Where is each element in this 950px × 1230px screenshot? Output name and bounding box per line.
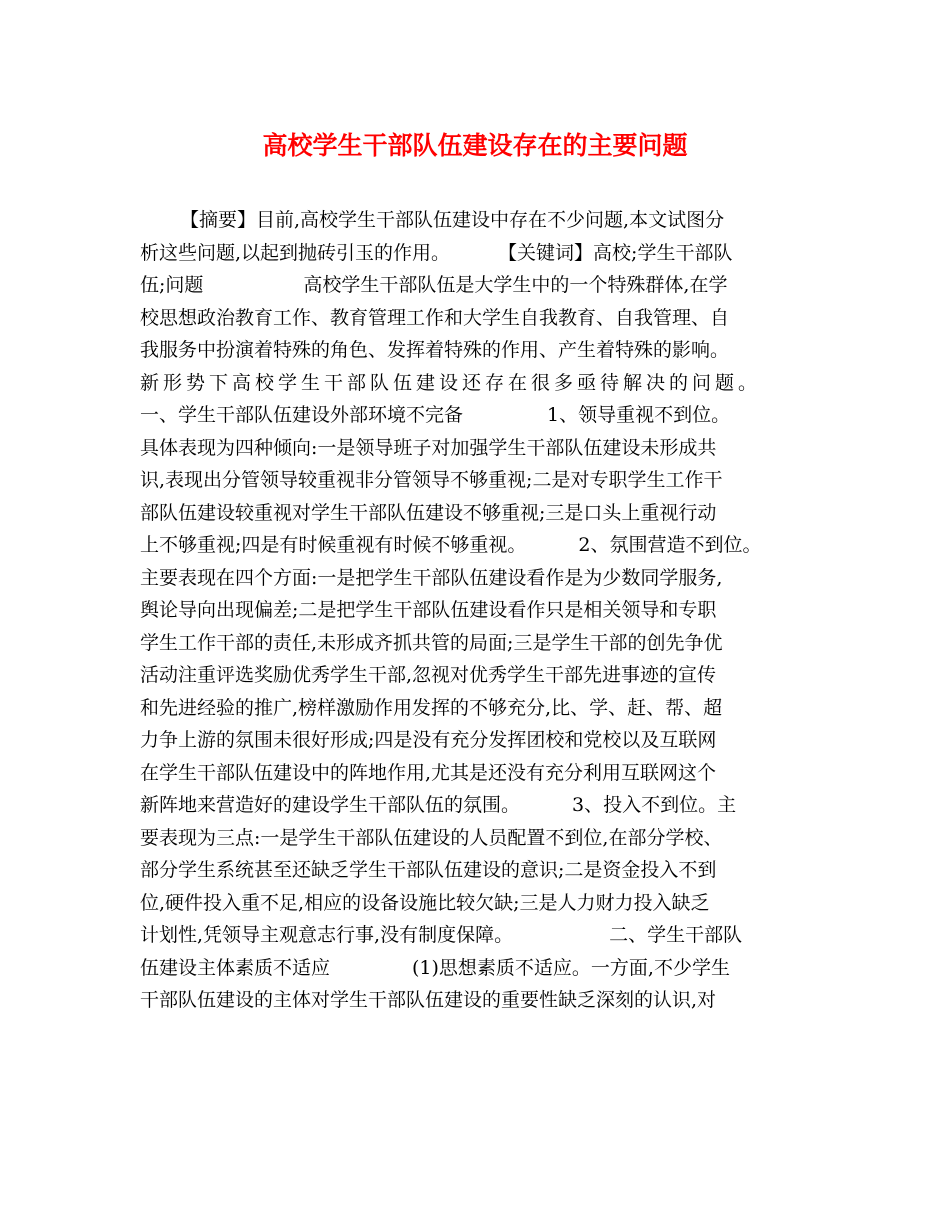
text-line — [140, 367, 812, 400]
text-segment: 校思想政治教育工作、教育管理工作和大学生自我教育、自我管理、自 — [140, 306, 730, 329]
text-segment: (1)思想素质不适应。一方面,不少学生 — [412, 956, 730, 979]
text-segment: 在学生干部队伍建设中的阵地作用,尤其是还没有充分利用互联网这个 — [140, 761, 717, 784]
text-segment: 一、学生干部队伍建设外部环境不完备 — [140, 404, 464, 426]
text-segment: 析这些问题,以起到抛砖引玉的作用。 — [140, 241, 451, 264]
text-segment: 2、氛围营造不到位。 — [578, 534, 762, 556]
text-line — [140, 789, 812, 822]
text-line — [140, 659, 812, 692]
text-segment: 计划性,凭领导主观意志行事,没有制度保障。 — [140, 924, 514, 946]
text-segment: 我服务中扮演着特殊的角色、发挥着特殊的作用、产生着特殊的影响。 — [140, 339, 730, 361]
text-line — [140, 237, 812, 270]
text-line — [140, 854, 812, 887]
text-line — [140, 204, 812, 237]
text-segment: 学生工作干部的责任,未形成齐抓共管的局面;三是学生干部的创先争优 — [140, 631, 723, 654]
text-line — [140, 497, 812, 530]
text-segment: 上不够重视;四是有时候重视有时候不够重视。 — [140, 534, 527, 556]
text-segment: 活动注重评选奖励优秀学生干部,忽视对优秀学生干部先进事迹的宣传 — [140, 664, 717, 686]
text-segment: 部分学生系统甚至还缺乏学生干部队伍建设的意识;二是资金投入不到 — [140, 859, 717, 881]
text-segment: 伍;问题 — [140, 274, 204, 296]
text-line — [140, 562, 812, 595]
text-line — [140, 529, 812, 562]
text-line — [140, 399, 812, 432]
document-title: 高校学生干部队伍建设存在的主要问题 — [262, 131, 688, 160]
text-segment: 1、领导重视不到位。 — [547, 404, 731, 426]
text-line — [140, 724, 812, 757]
text-line — [140, 302, 812, 335]
document-body — [140, 204, 812, 1017]
text-segment: 干部队伍建设的主体对学生干部队伍建设的重要性缺乏深刻的认识,对 — [140, 989, 717, 1011]
text-line — [140, 464, 812, 497]
text-segment: 高校学生干部队伍是大学生中的一个特殊群体,在学 — [303, 274, 728, 296]
text-segment: 伍建设主体素质不适应 — [140, 956, 331, 979]
text-segment: 识,表现出分管领导较重视非分管领导不够重视;二是对专职学生工作干 — [140, 469, 723, 491]
text-segment: 【摘要】目前,高校学生干部队伍建设中存在不少问题,本文试图分 — [180, 209, 725, 231]
text-segment: 主要表现在四个方面:一是把学生干部队伍建设看作是为少数同学服务, — [140, 566, 723, 589]
text-line — [140, 334, 812, 367]
text-line — [140, 692, 812, 725]
text-line — [140, 984, 812, 1017]
text-line — [140, 269, 812, 302]
text-segment: 力争上游的氛围未很好形成;四是没有充分发挥团校和党校以及互联网 — [140, 729, 717, 751]
text-segment: 3、投入不到位。主 — [572, 794, 737, 816]
text-segment: 部队伍建设较重视对学生干部队伍建设不够重视;三是口头上重视行动 — [140, 501, 717, 524]
text-segment: 具体表现为四种倾向:一是领导班子对加强学生干部队伍建设未形成共 — [140, 436, 717, 459]
text-segment: 位,硬件投入重不足,相应的设备设施比较欠缺;三是人力财力投入缺乏 — [140, 891, 710, 914]
text-segment: 二、学生干部队 — [609, 924, 743, 946]
text-line — [140, 952, 812, 985]
text-segment: 新阵地来营造好的建设学生干部队伍的氛围。 — [140, 794, 521, 816]
text-segment: 【关键词】高校;学生干部队 — [498, 241, 733, 264]
text-line — [140, 919, 812, 952]
text-line — [140, 822, 812, 855]
text-line — [140, 627, 812, 660]
text-segment: 要表现为三点:一是学生干部队伍建设的人员配置不到位,在部分学校、 — [140, 826, 723, 849]
text-line — [140, 432, 812, 465]
text-line — [140, 757, 812, 790]
text-line — [140, 887, 812, 920]
text-line — [140, 594, 812, 627]
text-segment: 新形势下高校学生干部队伍建设还存在很多亟待解决的问题。 — [140, 371, 762, 394]
text-segment: 和先进经验的推广,榜样激励作用发挥的不够充分,比、学、赶、帮、超 — [140, 696, 723, 719]
text-segment: 舆论导向出现偏差;二是把学生干部队伍建设看作只是相关领导和专职 — [140, 599, 717, 621]
